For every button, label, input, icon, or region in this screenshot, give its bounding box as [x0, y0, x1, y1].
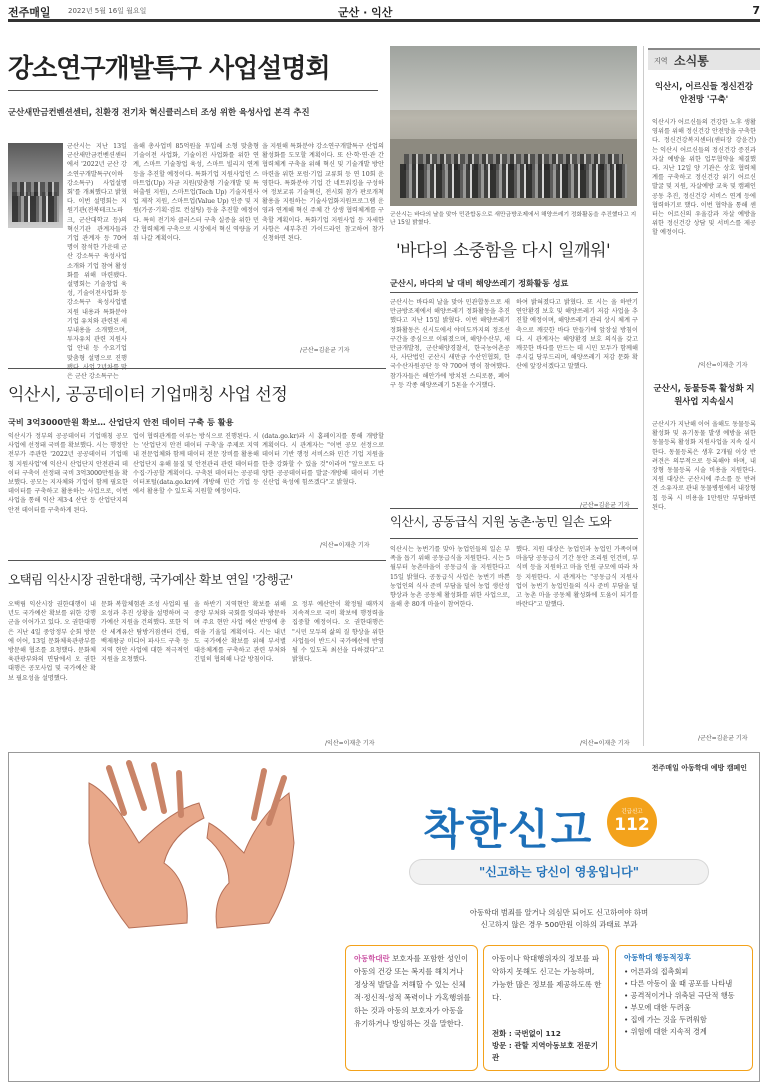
story5-byline: /익산=이재춘 기자	[325, 740, 375, 747]
sidebar-item2-title: 군산시, 동물등록 활성화 지원사업 지속실시	[653, 383, 755, 406]
story4-byline: /익산=이재춘 기자	[580, 740, 630, 747]
story4-col1: 익산시는 농번기를 맞아 농업인들의 일손 부족을 돕기 위해 공동급식을 지원한다. 시는 5월부터 농촌마을이 공동급식 을 지원한다고 15일 밝혔다. 공동급식 사업은 농번기 바쁜 농업인의 식사 준비 부담을 덜어 농업 생산성 향상과 농촌 공동체 활성화를 위한 사업으로, 올해 총 80개 마을이 참여한다.	[390, 546, 510, 609]
box1-head: 아동학대란	[354, 954, 390, 963]
story1-headline: 강소연구개발특구 사업설명회	[8, 54, 330, 84]
sidebar-item1-body: 익산시가 어르신들의 건강한 노후 생활 영위를 위해 정신건강 안전망을 구축한다. 정신건강복지센터(센터장 강윤건)는 익산시 어르신들의 정신건강 증진과 자살 예방을 위한 업무협약을 체결했다. 지난 12일 양 기관은 상호 협력체계를 구축하고 정신건강 위기 어르신 발굴 및 지원, 자살예방 교육 및 캠페인 공동 추진, 정신건강 서비스 연계 등에 협력하기로 했다. 이번 협약을 통해 센터는 어르신의 우울감과 자살 예방을 위한 정신건강 상담 및 서비스를 제공할 예정이다.	[652, 119, 756, 237]
box2-phone: 전화 : 국번없이 112	[492, 1029, 561, 1038]
campaign-ad	[8, 752, 760, 1082]
box3-list-item: • 공격적이거나 위축된 극단적 행동	[624, 991, 735, 1000]
sidebar-label-region: 지역	[654, 57, 668, 65]
photo1-caption: 군산시는 바다의 날을 맞아 민관합동으로 새만금방조제에서 해양쓰레기 정화활동을 추진했다고 지난 15일 밝혔다.	[390, 212, 637, 226]
ad-box-how-to-report	[483, 945, 609, 1071]
masthead	[8, 4, 760, 20]
story1-col2: 올해 총사업비 85억원을 투입해 소형 맞춤형 기술이전 사업화, 기술이전 사업화를 위한 연계, 스마트 기술창업 육성, 스마트 빌리지 연계 등을 추진할 예정이다. 특화기업 지원사업인 스마트업(Up) 자금 지원(맞춤형 기술개발 및 특허출원 지원), 스마트업(Tech Up) 기술지원사업 제작 지원, 스마트업(Value Up) 인증 및 지원(가공·기획·검토 컨설팅) 등을 추진할 예정이다. 특히 전기차 클러스터 구축 실증을 위한 민간 협력체계 구축으로 시장에서 혁신 역량을 키워 나갈 계획이다.	[133, 143, 259, 243]
story1-subhead: 군산새만금컨벤션센터, 친환경 전기차 혁신클러스터 조성 위한 육성사업 본격 추진	[8, 107, 310, 117]
box3-list-item: • 다른 아동이 울 때 공포를 나타냄	[624, 979, 733, 988]
ad-desc2: 신고하지 않은 경우 500만원 이하의 과태료 부과	[480, 920, 638, 929]
story1-col1-cont	[8, 235, 128, 355]
ad-tag: 전주매일 아동학대 예방 캠페인	[651, 764, 747, 772]
ad-box-signs	[615, 945, 753, 1071]
story1-byline: /군산=김윤균 기자	[300, 347, 350, 354]
sidebar-item2-byline: /군산=김윤균 기자	[698, 735, 748, 742]
story3-col3: (data.go.kr)과 시 홈페이지를 통해 개방할 계획이다. 시 관계자는 "이번 공모 선정으로 데이터 기반 행정 서비스와 민간 기업 지원을 한층 강화할 수 있을 것"이라며 "앞으로도 다양한 공공데이터를 발굴·개방해 데이터 기반 신산업 육성에 힘쓰겠다"고 밝혔다.	[262, 433, 384, 487]
story3-col2: 업이 협력관계를 이루는 방식으로 진행된다. 시는 '산업단지 안전 데이터 구축'을 주제로 지역 내 전문업체와 함께 데이터 전문 장비를 활용해 산업단지 유해 물질 및 안전관리 관련 데이터를 수집·가공할 계획이다. 구축된 데이터는 공공데이터포털(data.go.kr)에 개방해 민간 기업 등에서 활용할 수 있도록 지원할 예정이다.	[133, 433, 259, 496]
story3-headline: 익산시, 공공데이터 기업매칭 사업 선정	[8, 385, 288, 405]
box3-list	[624, 966, 748, 1038]
ad-box-definition	[345, 945, 478, 1071]
sidebar-divider	[643, 46, 644, 746]
story2-col2: 하여 밝혀졌다고 밝혔다. 또 시는 올 하반기 연안환경 보호 및 해양쓰레기 저감 사업을 추진할 예정이며, 해양쓰레기 관리 상시 체계 구축으로 깨끗한 바다 만들기에 앞장설 방침이다. 시 관계자는 해양환경 보호 의식을 갖고 깨끗한 바다를 만드는 데 시민 모두가 함께해 주시길 당부드리며, 해양쓰레기 저감 문화 확산에 앞장서겠다고 말했다.	[516, 299, 638, 371]
story3-col1: 익산시가 정부의 공공데이터 기업매칭 공모 사업에 선정돼 국비를 확보했다. 시는 행정안전부가 주관한 '2022년 공공데이터 기업매칭 지원사업'에 익산시 산업단지 안전관리 데이터 구축이 선정돼 국비 3억3000만원을 확보했다. 공모는 지자체와 기업이 함께 필요한 데이터를 구축하고 활용하는 사업으로, 이번 사업을 통해 익산 제3·4 산단 등 산업단지의 안전 데이터를 구축하게 된다.	[8, 433, 128, 514]
story5-headline: 오택림 익산시장 권한대행, 국가예산 확보 연일 '강행군'	[8, 572, 293, 587]
story4-rule	[390, 538, 638, 539]
page-number: 7	[752, 4, 760, 17]
ad-desc1: 아동학대 범죄를 알거나 의심만 되어도 신고하여야 하며	[469, 908, 649, 917]
ad-title: 착한신고	[423, 805, 594, 854]
story3-top-rule	[8, 368, 386, 369]
story2-headline: '바다의 소중함을 다시 일깨워'	[396, 241, 611, 261]
box3-list-item: • 부모에 대한 두려움	[624, 1003, 691, 1012]
sidebar-item1-title: 익산시, 어르신들 정신건강 안전망 '구축'	[654, 81, 753, 104]
story5-col3: 올 하반기 지역현안 확보를 위해 중앙 부처와 국회를 잇따라 방문하며 주요 현안 사업 예산 반영에 총력을 기울일 계획이다. 시는 내년도 국가예산 확보를 위해 부서별 대응체계를 구축하고 관련 부처와 긴밀히 협의해 나갈 방침이다.	[194, 601, 286, 664]
story4-headline: 익산시, 공동급식 지원 농촌·농민 일손 도와	[390, 514, 612, 529]
box1-body: 보호자를 포함한 성인이 아동의 건강 또는 복지를 해치거나 정상적 발달을 저해할 수 있는 신체적·정신적·성적 폭력이나 가혹행위를 하는 것과 아동의 보호자가 아동을 유기하거나 방임하는 것을 말한다.	[354, 954, 471, 1028]
sidebar-item1-byline: /익산=이재춘 기자	[698, 362, 748, 369]
story1-photo	[8, 143, 63, 228]
story5-col4: 요 정부 예산안이 확정될 때까지 지속적으로 국비 확보에 행정력을 집중할 예정이다. 오 권한대행은 "시민 모두의 삶의 질 향상을 위한 사업들이 반드시 국가예산에 반영될 수 있도록 최선을 다하겠다"고 밝혔다.	[292, 601, 384, 664]
issue-date: 2022년 5월 16일 월요일	[68, 7, 147, 15]
emergency-label: 긴급신고	[621, 809, 643, 815]
story5-col1: 오택림 익산시장 권한대행이 내년도 국가예산 확보를 위한 강행군을 이어가고 있다. 오 권한대행은 지난 4일 중앙정부 순회 방문에 이어, 13일 문화체육관광부를 방문해 협조를 요청했다. 문화체육관광부와의 면담에서 오 권한대행은 공모사업 및 국가예산 확보 필요성을 설명했다.	[8, 601, 96, 682]
story1-col3: 을 지원해 특화분야 강소연구개발특구 산업의 활성화를 도모할 계획이다. 또 산·학·연·관 간 협력체계 구축을 위해 혁신 및 기술개발 방안 마련을 위한 포럼·기업 교류회 등 연 10회 운영한다. 특화분야 기업 간 네트워킹을 구성하여 정보교류 기술혁신, 전시회 참가 판로개척 활용을 지원하는 기술사업화지원프로그램 운영과 연계해 혁신 주체 간 상생 협력체계를 구축할 계획이다. 특화기업 지원사업 등 자세한 사항은 세부추진 가이드라인 참고하여 참가 신청하면 된다.	[262, 143, 384, 243]
sidebar-title: 소식통	[674, 54, 709, 68]
story2-col1: 군산시는 바다의 날을 맞아 민관합동으로 새만금방조제에서 해양쓰레기 정화활동을 추진했다고 지난 15일 밝혔다. 이번 해양쓰레기 정화활동은 신시도에서 야미도까지의 정조선 구간을 중심으로 이뤄졌으며, 해양수산부, 새만금개발청, 군산해양경찰서, 한국농어촌공사, 사단법인 군산시 새만금 수산인협회, 한국수산자원공단 등 약 700여 명이 참여했다. 참가자들은 해안가에 방치된 스티로폼, 폐어구 등 각종 해양쓰레기 5톤을 수거했다.	[390, 299, 510, 389]
cleanup-photo	[390, 46, 637, 206]
hands-illustration	[69, 763, 309, 933]
box3-list-item: • 위험에 대한 지속적 경계	[624, 1027, 707, 1036]
sidebar-header	[648, 48, 760, 70]
story1-rule	[8, 90, 378, 91]
story2-byline: /군산=김윤균 기자	[580, 502, 630, 509]
box3-head: 아동학대 행동적징후	[624, 953, 691, 962]
story5-col2: 문화 복합체험관 조성 사업의 필요성과 추진 상황을 설명하며 국가예산 지원을 건의했다. 또한 익산 세계유산 탐방거점센터 건립, 백제왕궁 미디어 파사드 구축 등 지역 현안 사업에 대한 적극적인 지원을 요청했다.	[101, 601, 189, 664]
story2-rule	[390, 292, 638, 293]
story3-byline: /익산=이재춘 기자	[320, 542, 370, 549]
box2-visit: 방문 : 관할 지역아동보호 전문기관	[492, 1041, 599, 1062]
story1-col1-lead: 군산시는 지난 13일 군산새만금컨벤션센터에서 '2022년 군산 강소연구개발특구(이하 강소특구) 사업설명회'를 개최했다고 밝혔다. 이번 설명회는 지원기관(전북테크노파크, 군산대학교 등)의 혁신기관 관계자들과 기업 관계자 등 70여 명이 참석한 가운데 군산 강소특구 육성사업 소개와 기업 참여 활성화를 위해 마련됐다. 설명회는 기술창업 육성, 기술이전사업화 등 강소특구 육성사업별 지원 내용과 특화분야 기업 유치와 관련된 세부내용을 소개했으며, 투자유치 관련 지원사업 안내 등 수요기업 맞춤형 설명으로 진행됐다. 사업 2년차를 맞은 군산 강소특구는	[67, 143, 127, 381]
masthead-rule	[8, 19, 760, 22]
section-name: 군산 · 익산	[338, 6, 393, 19]
paper-name: 전주매일	[8, 6, 51, 19]
story3-subhead: 국비 3억3000만원 확보… 산업단지 안전 데이터 구축 등 활용	[8, 417, 234, 427]
box1-text	[354, 952, 472, 1030]
story4-top-rule	[390, 508, 638, 509]
box3-list-item: • 어른과의 접촉회피	[624, 967, 689, 976]
ad-slogan: "신고하는 당신이 영웅입니다"	[409, 859, 709, 885]
sidebar-item2-body: 군산시가 지난해 이어 올해도 동물등록 활성화 및 유기동물 발생 예방을 위한 동물등록 활성화 지원사업을 지속 실시한다. 동물등록은 생후 2개월 이상 반려견은 의무적으로 등록해야 하며, 내장형 동물등록 시술 비용을 지원한다. 지원 대상은 군산시에 주소를 둔 반려견 소유자로 관내 동물병원에서 내장형 칩 등록 시 비용을 1만원만 부담하면 된다.	[652, 421, 756, 511]
story4-col2: 했다. 지원 대상은 농업인과 농업인 가족이며 마을당 공동급식 기간 동안 조리원 인건비, 부식비 등을 지원하고 마을 인원 규모에 따라 차등 지원한다. 시 관계자는 "공동급식 지원사업이 농번기 농업인들의 식사 준비 부담을 덜고 농촌 마을 공동체 활성화에 도움이 되기를 바란다"고 말했다.	[516, 546, 638, 609]
emergency-112-badge	[607, 797, 657, 847]
box2-body: 아동이나 학대행위자의 정보를 파악하지 못해도 신고는 가능하며, 가능한 많은 정보를 제공하도록 한다.	[492, 954, 602, 1002]
story5-top-rule	[8, 560, 386, 561]
story2-subhead: 군산시, 바다의 날 대비 해양쓰레기 정화활동 성료	[390, 278, 569, 288]
box3-list-item: • 집에 가는 것을 두려워함	[624, 1015, 707, 1024]
emergency-number: 112	[614, 815, 650, 835]
